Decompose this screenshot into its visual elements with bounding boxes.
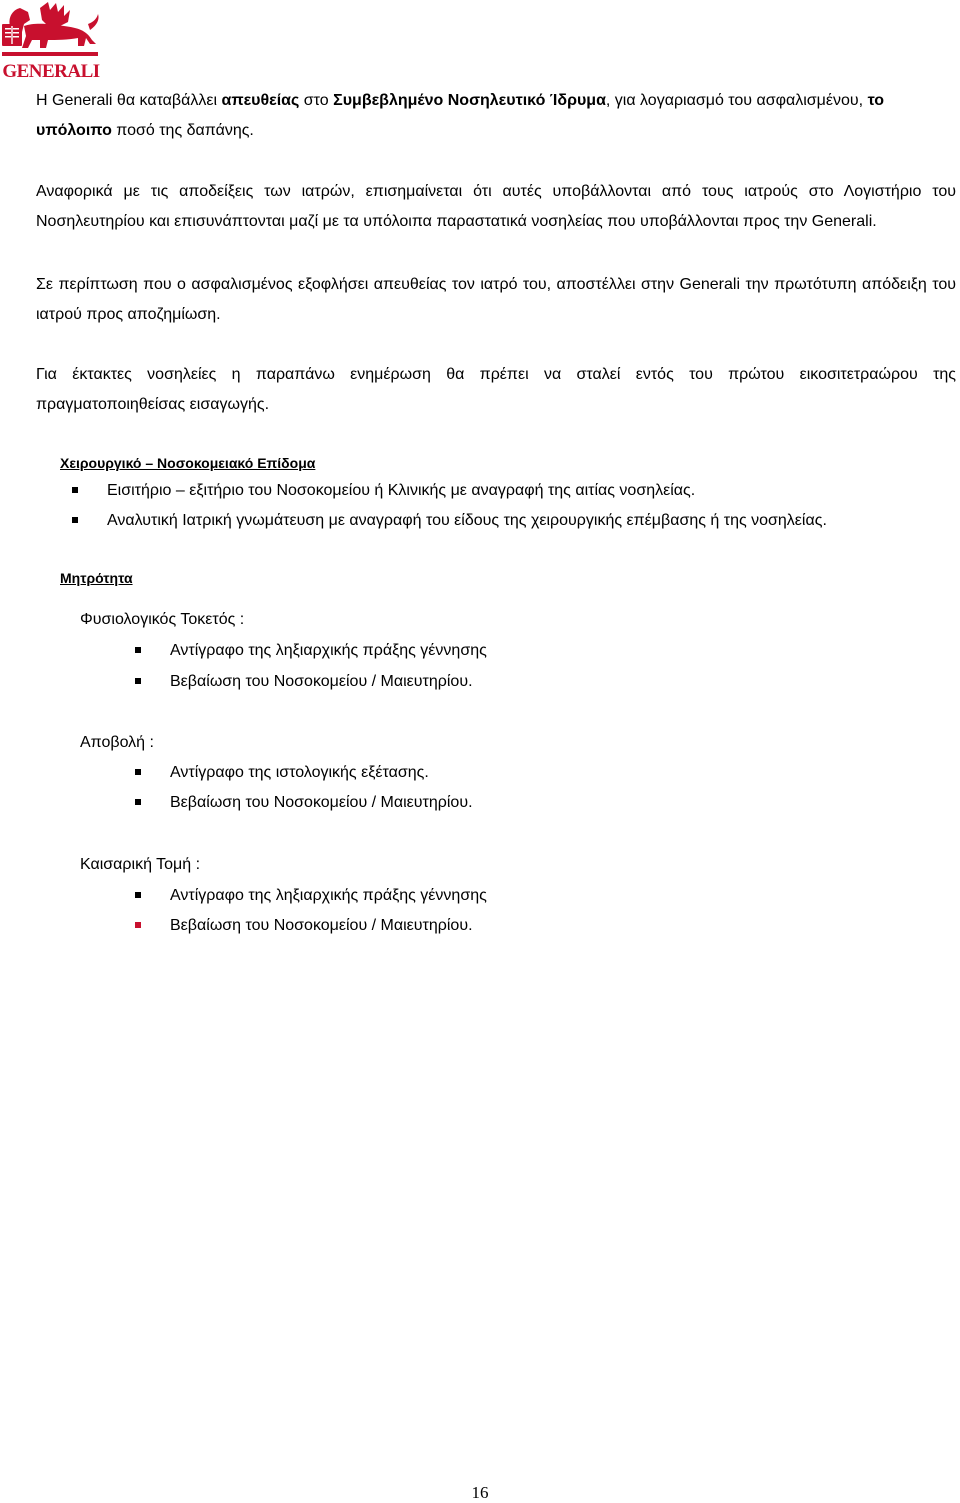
text-run: , για λογαριασμό του ασφαλισμένου, <box>605 92 868 109</box>
bullet-icon <box>72 517 78 523</box>
bullet-icon <box>135 892 141 898</box>
logo-wordmark: GENERALI <box>2 61 100 82</box>
bullet-icon <box>135 769 141 775</box>
natural-birth-item: Αντίγραφο της ληξιαρχικής πράξης γέννησης <box>170 642 487 659</box>
surgical-item: Αναλυτική Ιατρική γνωμάτευση με αναγραφή του είδους της χειρουργικής επέμβασης ή της νοσηλείας. <box>107 512 827 529</box>
miscarriage-title: Αποβολή : <box>80 734 154 751</box>
natural-birth-item: Βεβαίωση του Νοσοκομείου / Μαιευτηρίου. <box>170 673 473 690</box>
bullet-icon <box>135 799 141 805</box>
paragraph-direct-settlement: Σε περίπτωση που ο ασφαλισμένος εξοφλήσει απευθείας τον ιατρό του, αποστέλλει στην Generali την πρωτότυπη απόδειξη του ιατρού προς αποζημίωση. <box>36 276 956 323</box>
paragraph-direct-payment <box>36 86 956 146</box>
paragraph-doctor-receipts: Αναφορικά με τις αποδείξεις των ιατρών, επισημαίνεται ότι αυτές υποβάλλονται από τους ιατρούς στο Λογιστήριο του Νοσηλευτηρίου και επισυνάπτονται μαζί με τα υπόλοιπα παραστατικά νοσηλείας που υποβάλλονται προς την Generali. <box>36 183 956 230</box>
surgical-heading: Χειρουργικό – Νοσοκομειακό Επίδομα <box>60 455 316 471</box>
bullet-icon <box>135 678 141 684</box>
text-run: στο <box>299 92 334 109</box>
generali-logo <box>0 0 102 82</box>
maternity-heading: Μητρότητα <box>60 570 133 586</box>
page-number: 16 <box>471 1483 489 1502</box>
natural-birth-title: Φυσιολογικός Τοκετός : <box>80 611 245 628</box>
miscarriage-item: Βεβαίωση του Νοσοκομείου / Μαιευτηρίου. <box>170 794 473 811</box>
bold-run: Συμβεβλημένο Νοσηλευτικό Ίδρυμα <box>333 92 606 109</box>
surgical-item: Εισιτήριο – εξιτήριο του Νοσοκομείου ή Κλινικής με αναγραφή της αιτίας νοσηλείας. <box>107 482 696 499</box>
bold-run: απευθείας <box>221 92 300 109</box>
bullet-icon <box>135 922 141 928</box>
text-run: ποσό της δαπάνης. <box>111 122 254 139</box>
caesarean-item: Βεβαίωση του Νοσοκομείου / Μαιευτηρίου. <box>170 917 473 934</box>
bullet-icon <box>72 487 78 493</box>
caesarean-title: Καισαρική Τομή : <box>80 856 201 873</box>
miscarriage-item: Αντίγραφο της ιστολογικής εξέτασης. <box>170 764 429 781</box>
winged-lion-icon <box>0 0 102 64</box>
caesarean-item: Αντίγραφο της ληξιαρχικής πράξης γέννησης <box>170 887 487 904</box>
text-run: Η Generali θα καταβάλλει <box>36 92 222 109</box>
bullet-icon <box>135 647 141 653</box>
bold-run: το υπόλοιπο <box>36 92 885 139</box>
paragraph-emergency: Για έκτακτες νοσηλείες η παραπάνω ενημέρωση θα πρέπει να σταλεί εντός του πρώτου εικοσιτετραώρου της πραγματοποιηθείσας εισαγωγής. <box>36 366 956 413</box>
